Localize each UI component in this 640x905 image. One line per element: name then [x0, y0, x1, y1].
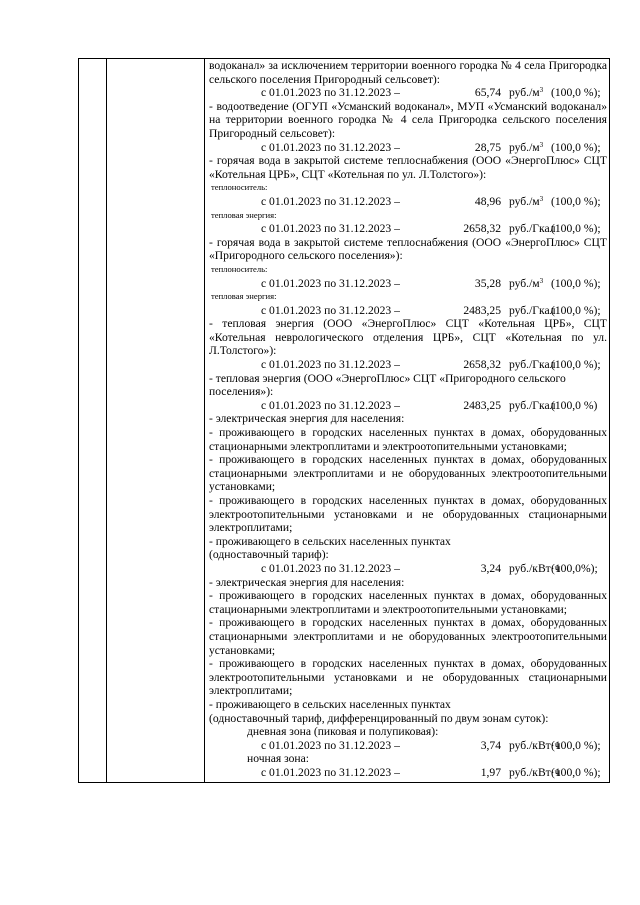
paragraph: - проживающего в городских населенных пунктах в домах, оборудованных стационарными электроплитами и не оборудованных электроотопительными установками; [209, 453, 607, 494]
tariff-row: с 01.01.2023 по 31.12.2023 – 2658,32 руб./Гкал (100,0 %); [261, 222, 601, 236]
paragraph: - проживающего в городских населенных пунктах в домах, оборудованных стационарными электроплитами и электроотопительными установками; [209, 589, 607, 616]
paragraph: - проживающего в городских населенных пунктах в домах, оборудованных стационарными электроплитами и электроотопительными установками; [209, 426, 607, 453]
tariff-row: с 01.01.2023 по 31.12.2023 – 1,97 руб./кВт·ч (100,0 %); [261, 765, 601, 779]
tariff-row: с 01.01.2023 по 31.12.2023 – 2483,25 руб./Гкал (100,0 %); [261, 303, 601, 317]
paragraph: - водоотведение (ОГУП «Усманский водоканал», МУП «Усманский водоканал» на территории военного городка № 4 села Пригородка сельского поселения Пригородный сельсовет): [209, 99, 607, 140]
table-column-category [107, 59, 205, 782]
tariff-row: с 01.01.2023 по 31.12.2023 – 48,96 $руб./м^3$ (100,0 %); [261, 194, 601, 208]
paragraph: (одноставочный тариф, дифференцированный по двум зонам суток): [209, 711, 549, 725]
tariff-row: с 01.01.2023 по 31.12.2023 – 3,24 руб./кВт·ч (100,0%); [261, 561, 598, 575]
paragraph: - тепловая энергия (ООО «ЭнергоПлюс» СЦТ «Котельная ЦРБ», СЦТ «Котельная неврологического отделения ЦРБ», СЦТ «Котельная по ул. Л.Толстого»): [209, 317, 607, 358]
sub-label: тепловая энергия: [211, 209, 277, 220]
paragraph: - электрическая энергия для населения: [209, 412, 405, 426]
paragraph: водоканал» за исключением территории военного городка № 4 села Пригородка сельского поселения Пригородный сельсовет): [209, 59, 607, 86]
paragraph: - горячая вода в закрытой системе теплоснабжения (ООО «ЭнергоПлюс» СЦТ «Пригородного сельского поселения»): [209, 235, 607, 263]
paragraph: - электрическая энергия для населения: [209, 575, 405, 589]
sub-label: тепловая энергия: [211, 291, 277, 302]
sub-label: теплоноситель: [211, 182, 268, 193]
paragraph: - горячая вода в закрытой системе теплоснабжения (ООО «ЭнергоПлюс» СЦТ «Котельная ЦРБ», СЦТ «Котельная по ул. Л.Толстого»): [209, 154, 607, 181]
paragraph: дневная зона (пиковая и полупиковая): [247, 725, 439, 739]
tariff-row: с 01.01.2023 по 31.12.2023 – 65,74 $руб./м^3$ (100,0 %); [261, 86, 601, 100]
paragraph: - проживающего в сельских населенных пунктах [209, 534, 451, 548]
paragraph: - проживающего в городских населенных пунктах в домах, оборудованных электроотопительными установками и не оборудованных стационарными электроплитами; [209, 494, 607, 535]
paragraph: - проживающего в городских населенных пунктах в домах, оборудованных стационарными электроплитами и не оборудованных электроотопительными установками; [209, 616, 607, 657]
paragraph: (одноставочный тариф): [209, 548, 329, 562]
table-column-number [79, 59, 107, 782]
tariff-row: с 01.01.2023 по 31.12.2023 – 2658,32 руб./Гкал (100,0 %); [261, 358, 601, 372]
tariff-row: с 01.01.2023 по 31.12.2023 – 35,28 $руб./м^3$ (100,0 %); [261, 276, 601, 290]
paragraph: - проживающего в сельских населенных пунктах [209, 697, 451, 711]
paragraph: - тепловая энергия (ООО «ЭнергоПлюс» СЦТ «Пригородного сельского поселения»): [209, 371, 566, 399]
tariff-content [209, 59, 607, 779]
tariff-row: с 01.01.2023 по 31.12.2023 – 28,75 $руб./м^3$ (100,0 %); [261, 140, 601, 154]
paragraph: - проживающего в городских населенных пунктах в домах, оборудованных электроотопительными установками и не оборудованных стационарными электроплитами; [209, 657, 607, 698]
tariff-row: с 01.01.2023 по 31.12.2023 – 3,74 руб./кВт·ч (100,0 %); [261, 738, 601, 752]
paragraph: ночная зона: [247, 752, 309, 766]
tariff-row: с 01.01.2023 по 31.12.2023 – 2483,25 руб./Гкал (100,0 %) [261, 398, 598, 412]
sub-label: теплоноситель: [211, 263, 268, 274]
